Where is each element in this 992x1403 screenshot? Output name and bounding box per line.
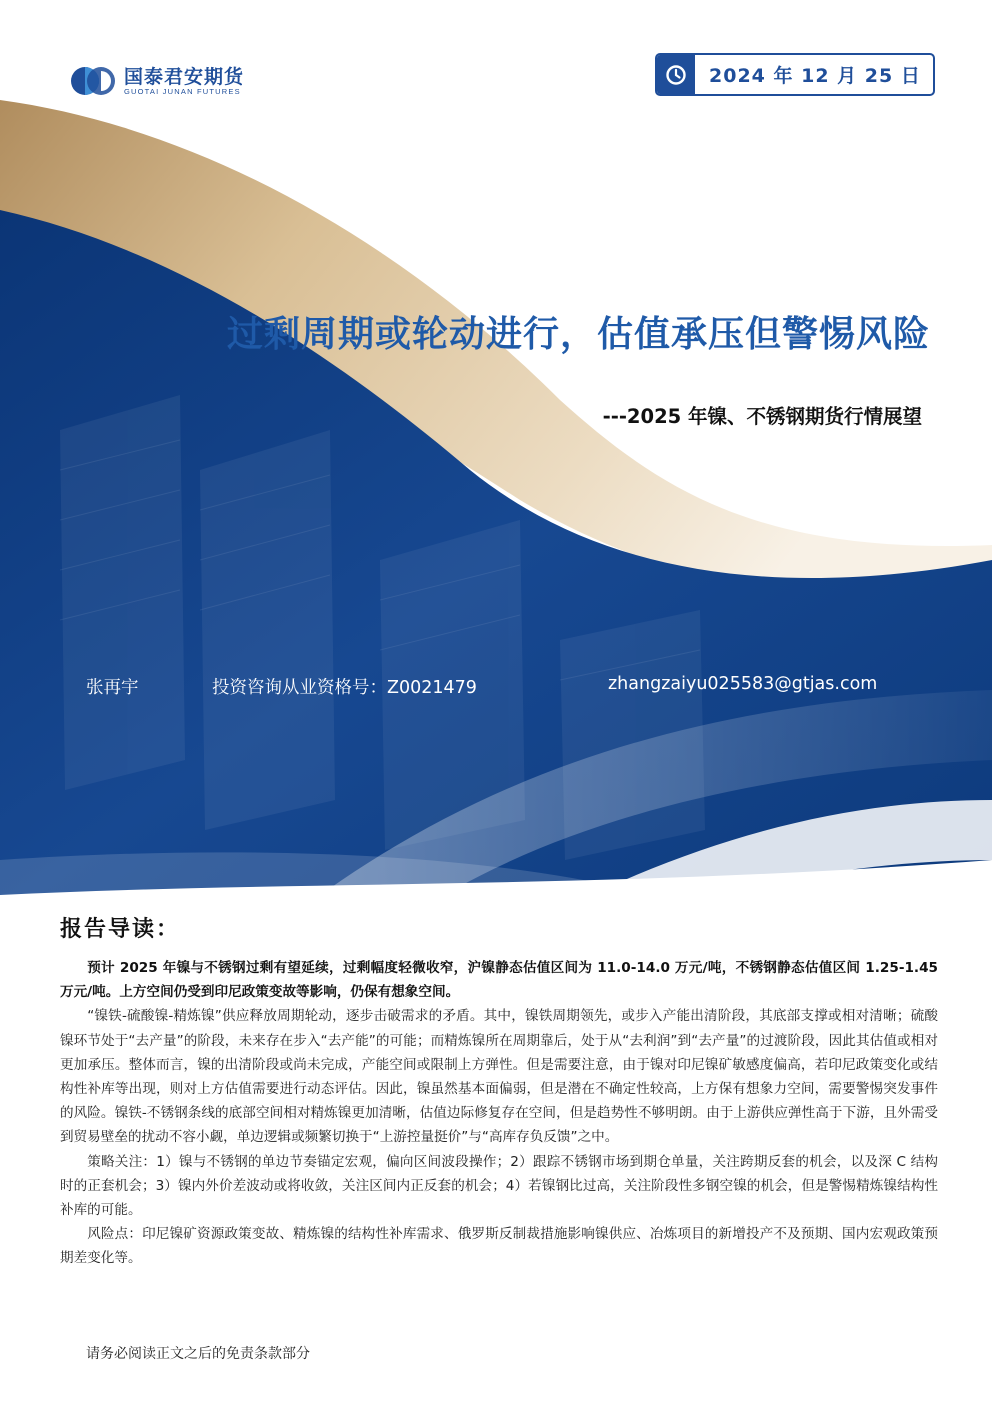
disclaimer-note: 请务必阅读正文之后的免责条款部分 [86,1346,310,1362]
company-logo [70,64,244,98]
report-date: 2024 年 12 月 25 日 [709,65,921,87]
logo-mark-icon [70,66,116,96]
author-name: 张再宇 [86,678,139,698]
report-date-box [655,53,935,96]
guide-body [60,956,938,1271]
brand-name-en: GUOTAI JUNAN FUTURES [124,86,241,96]
report-title: 过剩周期或轮动进行，估值承压但警惕风险 [226,314,930,355]
guide-paragraph-summary: 预计 2025 年镍与不锈钢过剩有望延续，过剩幅度轻微收窄，沪镍静态估值区间为 11.0-14.0 万元/吨，不锈钢静态估值区间 1.25-1.45 万元/吨。上方空间仍受到印尼政策变故等影响，仍保有想象空间。 [60,960,938,1001]
brand-name-cn: 国泰君安期货 [124,65,245,88]
author-license: 投资咨询从业资格号：Z0021479 [212,678,477,698]
report-subtitle: ---2025 年镍、不锈钢期货行情展望 [602,405,922,428]
guide-paragraph-strategy: 策略关注：1）镍与不锈钢的单边节奏锚定宏观，偏向区间波段操作；2）跟踪不锈钢市场到期仓单量，关注跨期反套的机会，以及深 C 结构时的正套机会；3）镍内外价差波动或将收敛，关注区间内正反套的机会；4）若镍钢比过高，关注阶段性多钢空镍的机会，但是警惕精炼镍结构性补库的可能。 [60,1153,938,1219]
guide-paragraph-risk: 风险点：印尼镍矿资源政策变故、精炼镍的结构性补库需求、俄罗斯反制裁措施影响镍供应、冶炼项目的新增投产不及预期、国内宏观政策预期差变化等。 [60,1226,938,1267]
author-email[interactable]: zhangzaiyu025583@gtjas.com [608,674,878,694]
clock-icon [657,53,695,96]
guide-heading: 报告导读： [60,916,181,942]
guide-paragraph-analysis: “镍铁-硫酸镍-精炼镍”供应释放周期轮动，逐步击破需求的矛盾。其中，镍铁周期领先，或步入产能出清阶段，其底部支撑或相对清晰；硫酸镍环节处于“去产量”的阶段，未来存在步入“去产能”的可能；而精炼镍所在周期靠后，处于从“去利润”到“去产量”的过渡阶段，因此其估值或相对更加承压。整体而言，镍的出清阶段或尚未完成，产能空间或限制上方弹性。但是需要注意，由于镍对印尼镍矿敏感度偏高，若印尼政策变化或结构性补库等出现，则对上方估值需要进行动态评估。因此，镍虽然基本面偏弱，但是潜在不确定性较高，上方保有想象力空间，需要警惕突发事件的风险。镍铁-不锈钢条线的底部空间相对精炼镍更加清晰，估值边际修复存在空间，但是趋势性不够明朗。由于上游供应弹性高于下游，且外需受到贸易壁垒的扰动不容小觑，单边逻辑或频繁切换于“上游控量挺价”与“高库存负反馈”之中。 [60,1008,938,1146]
